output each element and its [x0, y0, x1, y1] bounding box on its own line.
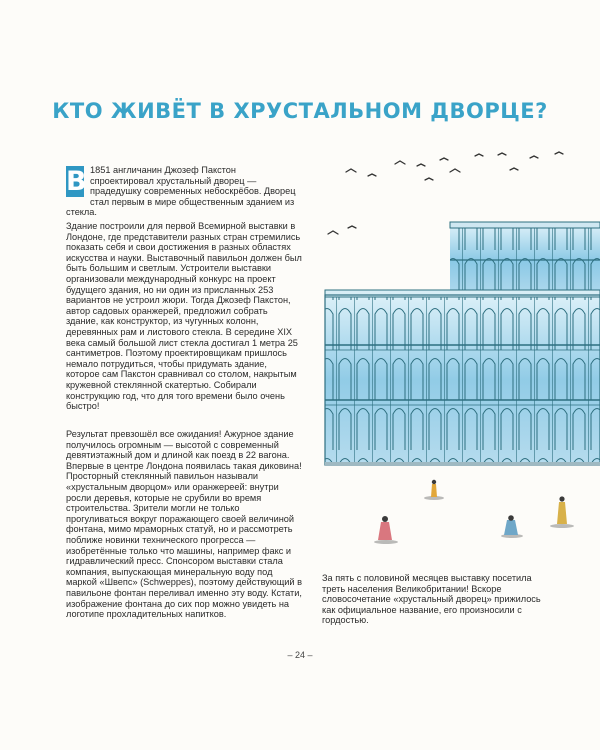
paragraph-construction: Здание построили для первой Всемирной выставки в Лондоне, где представители разных стран стремились показать себя и свои достижения в разных областях искусства и науки. Выставочный павильон должен был быть большим и светлым. Устроители выставки организовали международный конкурс на проект будущего здания, но ни один из присланных 253 вариантов не устроил жюри. Тогда Джозеф Пакстон, автор садовых оранжерей, предложил собрать здание, как конструктор, из чугунных колонн, деревянных рам и листового стекла. В середине XIX века самый большой лист стекла достигал 1 метра 25 сантиметров. Поэтому проектировщикам пришлось немало потрудиться, чтобы придумать здание, которое сам Пакстон сравнивал со столом, накрытым кружевной стеклянной скатертью. Собирали конструкцию год, что для того времени было очень быстро!: [66, 221, 302, 412]
palace-upper-tier: [450, 222, 600, 297]
palace-main-body: [325, 290, 600, 466]
page-title: КТО ЖИВЁТ В ХРУСТАЛЬНОМ ДВОРЦЕ?: [52, 99, 548, 123]
paragraph-result: Результат превзошёл все ожидания! Ажурное здание получилось огромным — высотой с современный девятиэтажный дом и длиной как поезд в 22 вагона. Впервые в центре Лондона появилась такая диковина! Просторный стеклянный павильон называли «хрустальным дворцом» или оранжереей: внутри росли деревья, которые не срубили во время строительства. Зрители могли не только прогуливаться вокруг поражающего своей величиной фонтана, мимо мраморных статуй, но и рассмотреть поближе новинки технического прогресса — изобретённые только что машины, например факс и гидравлический пресс. Спонсором выставки стала компания, выпускающая минеральную воду под маркой «Швепс» (Schweppes), поэтому действующий в павильоне фонтан переливал именно эту воду. Кстати, изображение фонтана до сих пор можно увидеть на логотипе прохладительных напитков.: [66, 429, 302, 620]
crystal-palace-illustration: [300, 150, 600, 570]
lead-paragraph: [66, 165, 302, 218]
drop-cap: В: [66, 166, 87, 197]
page-number: – 24 –: [287, 650, 313, 660]
lead-paragraph-text: 1851 англичанин Джозеф Пакстон спроектировал хрустальный дворец — прадедушку современных небоскрёбов. Дворец стал первым в мире общественным зданием из стекла.: [66, 165, 296, 218]
visitor-caption: За пять с половиной месяцев выставку посетила треть населения Великобритании! Вскоре словосочетание «хрустальный дворец» прижилось как официальное название, его произносили с гордостью.: [322, 573, 541, 626]
visitors: [374, 480, 574, 544]
